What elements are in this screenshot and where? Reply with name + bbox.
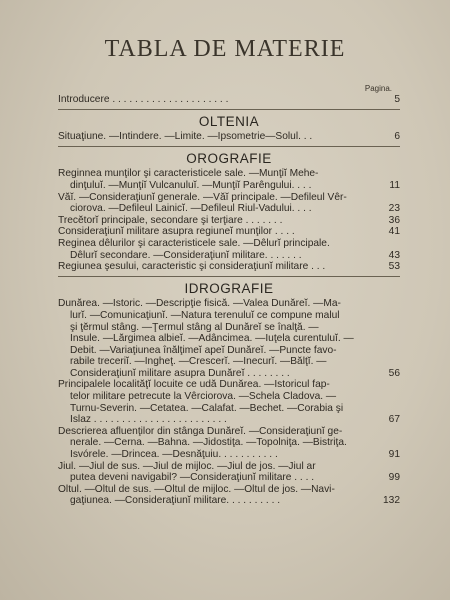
toc-entry-line: Principalele localităţĭ locuite ce udă Dunărea. —Istoricul fap- — [58, 379, 330, 391]
toc-entry-line: Oltul. —Oltul de sus. —Oltul de mijloc. —Oltul de jos. —Navi- — [58, 483, 335, 495]
toc-entry-line: telor militare petrecute la Vêrciorova. —Schela Cladova. — — [70, 391, 337, 403]
section-heading: OLTENIA — [198, 113, 260, 129]
toc-entry-line: Situaţiune. —Intindere. —Limite. —Ipsometrie—Solul. . . — [58, 131, 313, 143]
toc-entry-line: putea deveni navigabil? —Consideraţiunĭ militare . . . . — [70, 472, 315, 484]
section-heading: IDROGRAFIE — [184, 280, 274, 296]
toc-entry-page: 53 — [388, 261, 400, 273]
toc-entry-line: Islaz . . . . . . . . . . . . . . . . . . . . . . . . — [70, 414, 227, 426]
toc-entry — [58, 298, 400, 379]
toc-entry-line: Consideraţiunĭ militare asupra Dunăreĭ . . . . . . . . — [70, 367, 290, 379]
toc-entry-page: 99 — [388, 472, 400, 484]
toc-sections — [58, 113, 400, 507]
toc-entry-line: Isvórele. —Drincea. —Desnăţuiu. . . . . . . . . . . — [70, 449, 278, 461]
toc-entry-page: 36 — [388, 214, 400, 226]
divider — [58, 109, 400, 110]
toc-entry-line: rabile treceriĭ. —Ingheţ. —Crescerĭ. —Inecurĭ. —Bălţĭ. — — [70, 356, 327, 368]
toc-entry-page: 6 — [394, 131, 400, 143]
toc-entry-page: 132 — [383, 495, 400, 507]
divider — [58, 146, 400, 147]
toc-entry — [58, 461, 400, 484]
toc-entry — [58, 238, 400, 261]
toc-content — [58, 92, 400, 507]
toc-entry-line: lurĭ. —Comunicaţiunĭ. —Natura terenuluĭ ce compune malul — [70, 309, 340, 321]
toc-entry-line: Văĭ. —Consideraţiunĭ generale. —Văĭ principale. —Defileul Vêr- — [58, 191, 347, 203]
toc-entry-page: 11 — [389, 179, 400, 191]
toc-entry-line: Consideraţiunĭ militare asupra regiuneĭ munţilor . . . . — [58, 226, 295, 238]
divider — [58, 276, 400, 277]
toc-entry — [58, 379, 400, 425]
page-title: TABLA DE MATERIE — [104, 36, 346, 62]
toc-entry — [58, 131, 400, 143]
toc-entry — [58, 484, 400, 507]
toc-entry-line: nerale. —Cerna. —Bahna. —Jidostiţa. —Topolniţa. —Bistriţa. — [70, 437, 347, 449]
toc-entry-text: Introducere . . . . . . . . . . . . . . . . . . . . . — [58, 94, 229, 105]
toc-entry-line: gaţiunea. —Consideraţiunĭ militare. . . . . . . . . . — [70, 495, 281, 507]
toc-entry-line: Insule. —Lărgimea albieĭ. —Adâncimea. —Iuţela curentuluĭ. — — [70, 333, 354, 345]
toc-entry-line: dinţuluĭ. —Munţiĭ Vulcanuluĭ. —Munţiĭ Parêngului. . . . — [70, 179, 312, 191]
toc-entry-intro — [58, 94, 400, 106]
toc-entry-line: Trecĕtorĭ principale, secondare şi terţiare . . . . . . . — [58, 214, 283, 226]
toc-entry-page: 23 — [388, 203, 400, 215]
toc-entry-line: Reginnea munţilor şi caracteristicele sale. —Munţiĭ Mehe- — [58, 168, 319, 180]
toc-entry-page: 5 — [394, 94, 400, 105]
toc-entry-line: Reginea dêlurilor şi caracteristicele sale. —Dêlurĭ principale. — [58, 237, 330, 249]
toc-entry-page: 67 — [388, 414, 400, 426]
toc-entry — [58, 215, 400, 227]
toc-entry — [58, 226, 400, 238]
toc-entry — [58, 192, 400, 215]
toc-entry-line: Regiunea şesului, caracteristic şi consideraţiunĭ militare . . . — [58, 261, 326, 273]
toc-entry — [58, 426, 400, 461]
toc-entry-line: Dêlurĭ secondare. —Consideraţiunĭ militare. . . . . . . — [70, 249, 302, 261]
toc-entry — [58, 261, 400, 273]
toc-entry-line: Turnu-Severin. —Cetatea. —Calafat. —Bechet. —Corabia şi — [70, 402, 344, 414]
toc-entry-page: 91 — [388, 449, 400, 461]
toc-entry-line: şi ţĕrmul stâng. —Ţermul stâng al Dunăreĭ se înalţă. — — [70, 321, 319, 333]
toc-entry-line: Descrierea afluenţilor din stânga Dunăreĭ. —Consideraţiunĭ ge- — [58, 425, 343, 437]
toc-entry-line: Jiul. —Jiul de sus. —Jiul de mijloc. —Jiul de jos. —Jiul ar — [58, 460, 316, 472]
section-heading: OROGRAFIE — [186, 150, 272, 166]
toc-entry-line: ciorova. —Defileul Lainicĭ. —Defileul Riul-Vadului. . . . — [70, 203, 312, 215]
toc-entry-line: Dunărea. —Istoric. —Descripţie fisică. —Valea Dunăreĭ. —Ma- — [58, 298, 341, 310]
page-column-label: Pagina. — [364, 84, 392, 93]
toc-entry-page: 41 — [388, 226, 400, 238]
toc-entry-line: Debit. —Variaţiunea înălţimeĭ apeĭ Dunăreĭ. —Puncte favo- — [70, 344, 337, 356]
toc-entry-page: 43 — [388, 249, 400, 261]
toc-entry-page: 56 — [388, 367, 400, 379]
toc-entry — [58, 168, 400, 191]
